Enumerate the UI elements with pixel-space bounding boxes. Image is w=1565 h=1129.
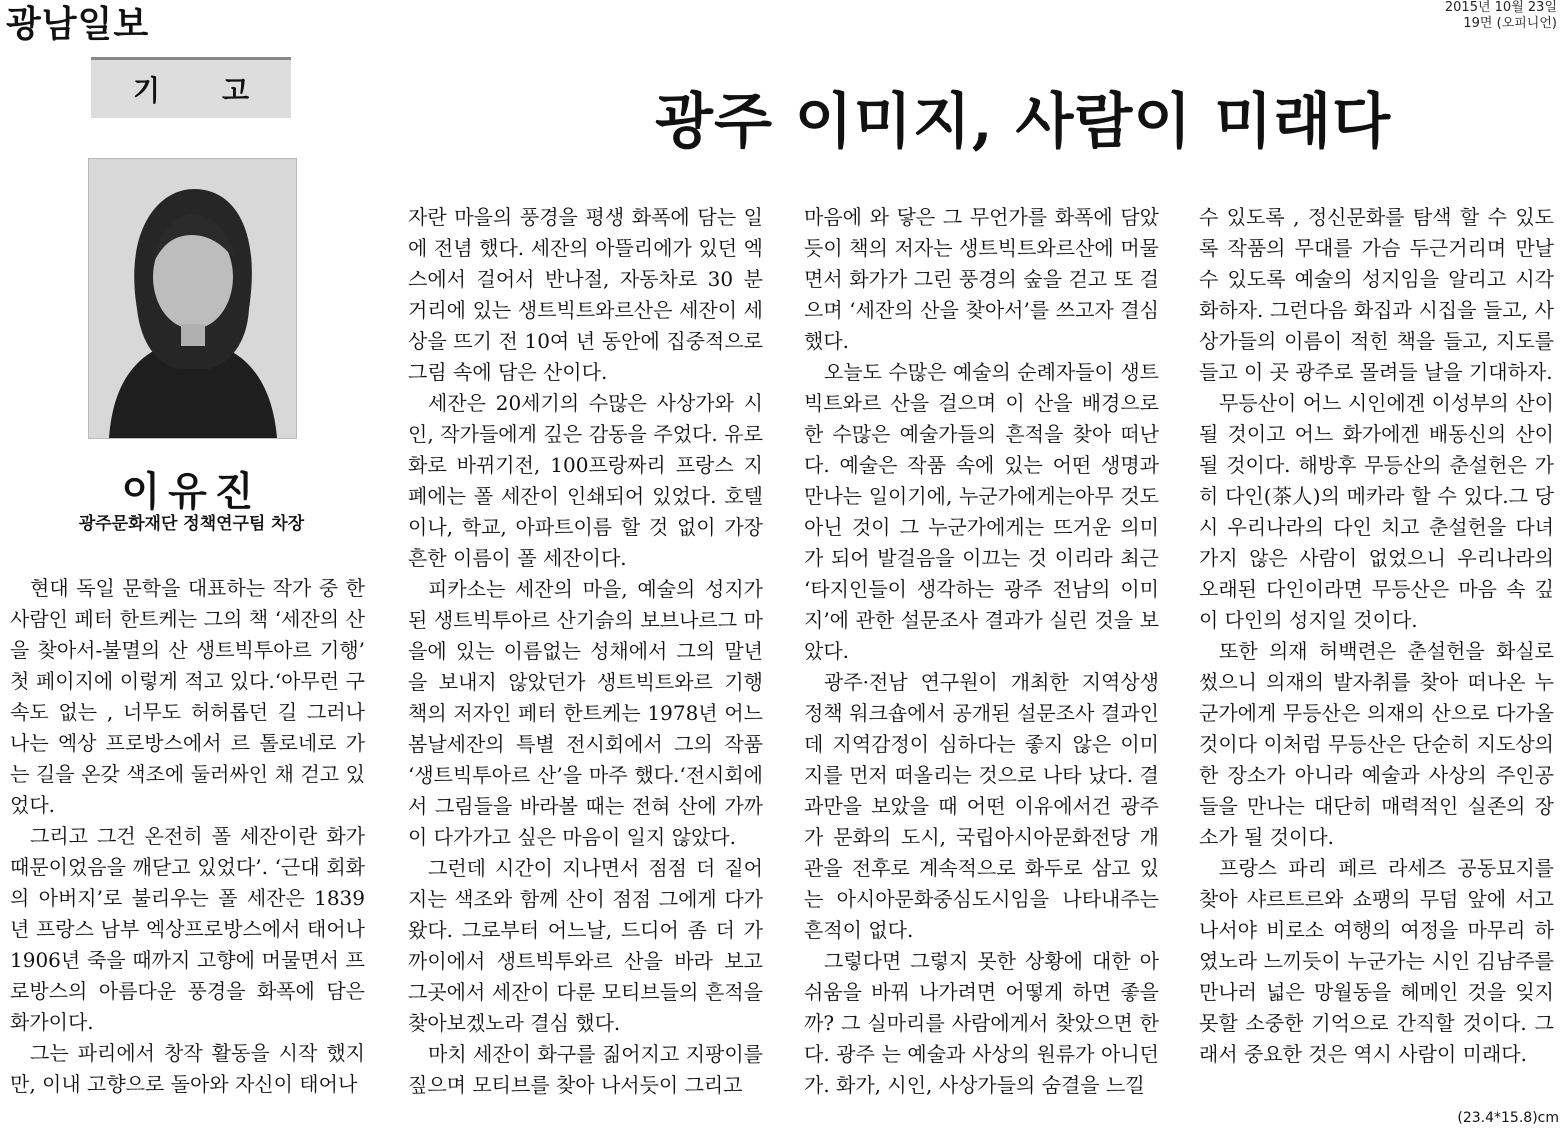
paragraph: 수 있도록 , 정신문화를 탐색 할 수 있도록 작품의 무대를 가슴 두근거리며 만날 수 있도록 예술의 성지임을 알리고 시각화하자. 그런다음 화집과 시집을 들고, 사상가들의 이름이 적힌 책을 들고, 지도를 들고 이 곳 광주로 몰려들 날을 기대하자. [1199,205,1554,384]
paragraph: 그는 파리에서 창작 활동을 시작 했지만, 이내 고향으로 돌아와 자신이 태어나 [10,1041,365,1096]
publication-date: 2015년 10월 23일 [1444,0,1557,15]
author-name: 이유진 [121,469,262,515]
article-column-2 [408,202,763,1101]
article-headline: 광주 이미지, 사람이 미래다 [655,87,1392,157]
paragraph: 그리고 그건 온전히 폴 세잔이란 화가 때문이었음을 깨닫고 있었다’. ‘근대 회화의 아버지’로 불리우는 폴 세잔은 1839년 프랑스 남부 엑상프로방스에서 태어나 1906년 죽을 때까지 고향에 머물면서 프로방스의 아름다운 풍경을 화폭에 담은 화가이다. [10,824,365,1034]
section-label: 기고 [132,74,312,107]
paragraph: 자란 마을의 풍경을 평생 화폭에 담는 일에 전념 했다. 세잔의 아뜰리에가 있던 엑스에서 걸어서 반나절, 자동차로 30 분 거리에 있는 생트빅트와르산은 세잔이 세상을 뜨기 전 10여 년 동안에 집중적으로 그림 속에 담은 산이다. [408,205,763,384]
portrait-image [89,159,296,438]
article-column-1 [10,573,365,1100]
paragraph: 세잔은 20세기의 수많은 사상가와 시인, 작가들에게 깊은 감동을 주었다. 유로화로 바뀌기전, 100프랑짜리 프랑스 지폐에는 폴 세잔이 인쇄되어 있었다. 호텔이나, 학교, 아파트이름 할 것 없이 가장 흔한 이름이 폴 세잔이다. [408,391,763,570]
author-title: 광주문화재단 정책연구팀 차장 [78,514,305,534]
paragraph: 광주·전남 연구원이 개최한 지역상생 정책 워크숍에서 공개된 설문조사 결과인데 지역감정이 심하다는 좋지 않은 이미지를 먼저 떠올리는 것으로 나타 났다. 결과만을 보았을 때 어떤 이유에서건 광주가 문화의 도시, 국립아시아문화전당 개관을 전후로 계속적으로 화두로 삼고 있는 아시아문화중심도시임을 나타내주는 흔적이 없다. [804,670,1159,942]
paragraph: 그런데 시간이 지나면서 점점 더 짙어지는 색조와 함께 산이 점점 그에게 다가왔다. 그로부터 어느날, 드디어 좀 더 가까이에서 생트빅투와르 산을 바라 보고 그곳에서 세잔이 다룬 모티브들의 흔적을 찾아보겠노라 결심 했다. [408,856,763,1035]
newspaper-masthead: 광남일보 [6,4,150,45]
paragraph: 오늘도 수많은 예술의 순례자들이 생트빅트와르 산을 걸으며 이 산을 배경으로 한 수많은 예술가들의 흔적을 찾아 떠난다. 예술은 작품 속에 있는 어떤 생명과 만나는 일이기에, 누군가에게는아무 것도 아닌 것이 그 누군가에게는 뜨거운 의미가 되어 발걸음을 이끄는 것 이리라 최근 ‘타지인들이 생각하는 광주 전남의 이미지’에 관한 설문조사 결과가 실린 것을 보았다. [804,360,1159,663]
paragraph: 마치 세잔이 화구를 짊어지고 지팡이를 짚으며 모티브를 찾아 나서듯이 그리고 [408,1042,763,1097]
clipping-size-note: (23.4*15.8)cm [1457,1110,1559,1126]
paragraph: 프랑스 파리 페르 라세즈 공동묘지를 찾아 샤르트르와 쇼팽의 무덤 앞에 서고 나서야 비로소 여행의 여정을 마무리 하였노라 느끼듯이 누군가는 시인 김남주를 만나러 넓은 망월동을 헤메인 것을 잊지 못할 소중한 기억으로 간직할 것이다. 그래서 중요한 것은 역시 사람이 미래다. [1199,856,1554,1066]
page-section: 19면 (오피니언) [1463,16,1557,31]
paragraph: 또한 의재 허백련은 춘설헌을 화실로 썼으니 의재의 발자취를 찾아 떠나온 누군가에게 무등산은 의재의 산으로 다가올 것이다 이처럼 무등산은 단순히 지도상의 한 장소가 아니라 예술과 사상의 주인공들을 만나는 대단히 매력적인 실존의 장소가 될 것이다. [1199,639,1554,849]
paragraph: 그렇다면 그렇지 못한 상황에 대한 아쉬움을 바꿔 나가려면 어떻게 하면 좋을까? 그 실마리를 사람에게서 찾았으면 한다. 광주 는 예술과 사상의 원류가 아니던가. 화가, 시인, 사상가들의 숨결을 느낄 [804,949,1159,1097]
author-photo [88,158,297,439]
article-column-4 [1199,202,1554,1070]
paragraph: 무등산이 어느 시인에겐 이성부의 산이 될 것이고 어느 화가에겐 배동신의 산이 될 것이다. 해방후 무등산의 춘설헌은 가히 다인(茶人)의 메카라 할 수 있다.그 당시 우리나라의 다인 치고 춘설헌을 다녀가지 않은 사람이 없었으니 우리나라의 오래된 다인이라면 무등산은 마음 속 깊이 다인의 성지일 것이다. [1199,391,1554,632]
paragraph: 마음에 와 닿은 그 무언가를 화폭에 담았듯이 책의 저자는 생트빅트와르산에 머물면서 화가가 그린 풍경의 숲을 걷고 또 걸으며 ‘세잔의 산을 찾아서’를 쓰고자 결심했다. [804,205,1159,353]
article-column-3 [804,202,1159,1101]
section-label-box [91,57,312,118]
paragraph: 현대 독일 문학을 대표하는 작가 중 한 사람인 페터 한트케는 그의 책 ‘세잔의 산을 찾아서-불멸의 산 생트빅투아르 기행’ 첫 페이지에 이렇게 적고 있다.‘아무런 구속도 없는 , 너무도 허허롭던 길 그러나 나는 엑상 프로방스에서 르 톨로네로 가는 길을 온갖 색조에 둘러싸인 채 걷고 있었다. [10,576,365,817]
publication-meta [1445,0,1557,32]
paragraph: 피카소는 세잔의 마을, 예술의 성지가 된 생트빅투아르 산기슭의 보브나르그 마을에 있는 이름없는 성채에서 그의 말년을 보내지 않았던가 생트빅트와르 기행 책의 저자인 페터 한트케는 1978년 어느 봄날세잔의 특별 전시회에서 그의 작품 ‘생트빅투아르 산’을 마주 했다.‘전시회에서 그림들을 바라볼 때는 전혀 산에 가까이 다가가고 싶은 마음이 일지 않았다. [408,577,763,849]
